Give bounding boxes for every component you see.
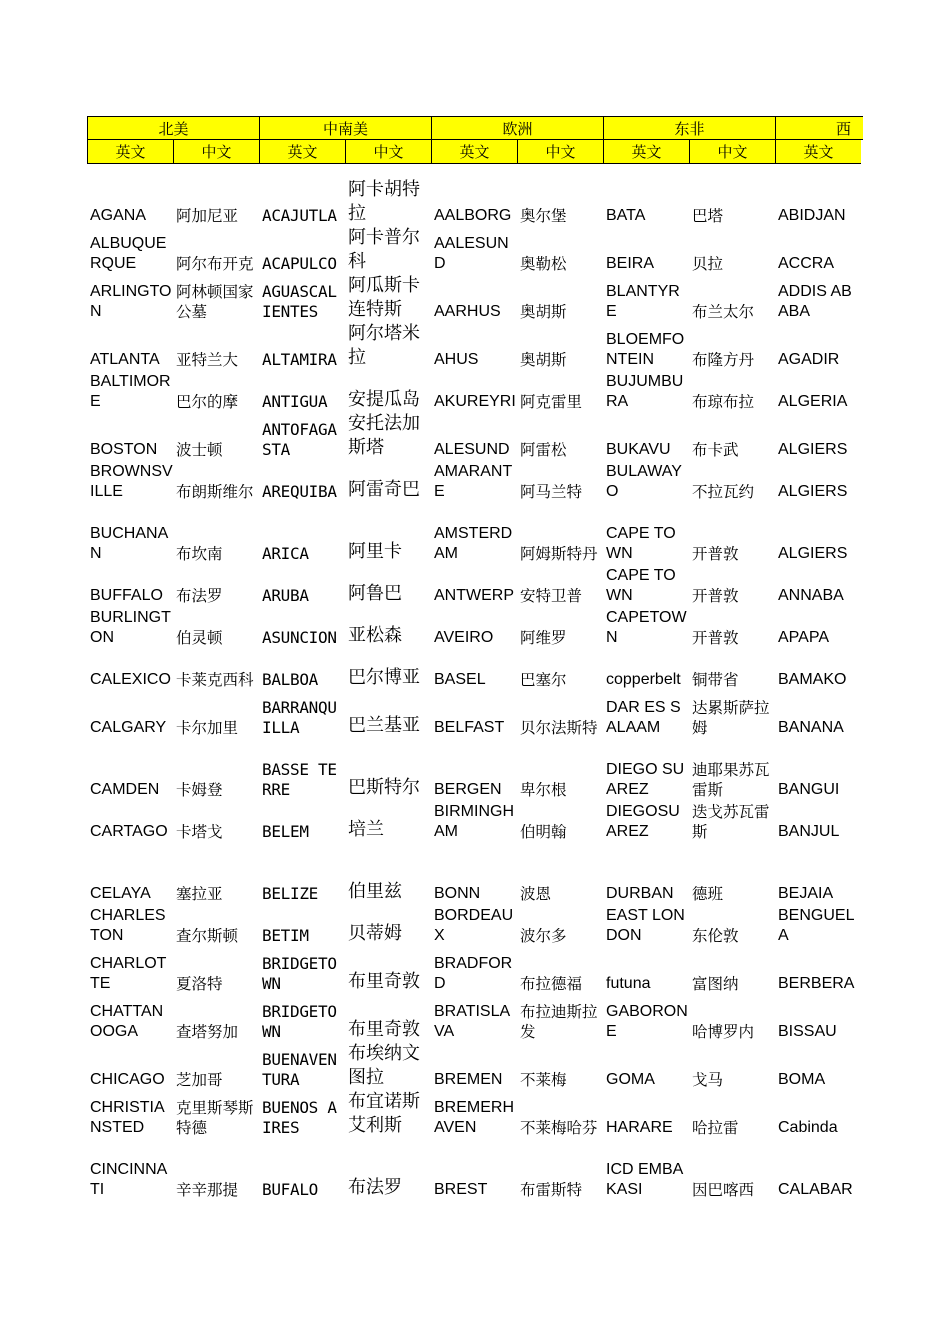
- cell-english-name: ALGERIA: [778, 393, 848, 410]
- cell-english-name: BURLINGTON: [90, 609, 171, 646]
- cell-english-name: AARHUS: [434, 303, 501, 320]
- cell-chinese-name: 布法罗: [348, 1177, 402, 1198]
- cell-chinese-name: 开普敦: [692, 587, 739, 605]
- cell-chinese-name: 亚松森: [348, 625, 402, 646]
- cell-chinese-name: 巴塞尔: [520, 671, 567, 689]
- cell-chinese-name: 不莱梅哈芬: [520, 1119, 598, 1137]
- table-row: [87, 412, 863, 460]
- cell-chinese-name: 卑尔根: [520, 781, 567, 799]
- cell-english-name: BUKAVU: [606, 441, 671, 458]
- cell-chinese-name: 亚特兰大: [176, 351, 239, 369]
- cell-english-name: GOMA: [606, 1071, 655, 1088]
- table-row: [87, 606, 863, 648]
- cell-english-name: CALGARY: [90, 719, 167, 736]
- spreadsheet: [87, 116, 863, 1200]
- cell-english-name: BARRANQUILLA: [262, 698, 337, 737]
- cell-chinese-name: 布里奇敦: [348, 1019, 420, 1040]
- table-row: [87, 564, 863, 606]
- cell-english-name: BRATISLAVA: [434, 1003, 511, 1040]
- cell-english-name: BELIZE: [262, 884, 318, 903]
- cell-english-name: copperbelt: [606, 671, 681, 688]
- cell-english-name: BASSE TERRE: [262, 760, 337, 799]
- cell-chinese-name: 奥胡斯: [520, 303, 567, 321]
- region-header-east-africa: 东非: [603, 116, 775, 140]
- cell-english-name: CHATTANOOGA: [90, 1003, 164, 1040]
- cell-chinese-name: 芝加哥: [176, 1071, 223, 1089]
- cell-english-name: CHARLOTTE: [90, 955, 167, 992]
- table-row: [87, 1042, 863, 1090]
- cell-english-name: ARLINGTON: [90, 283, 172, 320]
- cell-english-name: BUENOS AIRES: [262, 1098, 337, 1137]
- cell-chinese-name: 阿卡普尔科: [348, 227, 420, 272]
- table-row: [87, 460, 863, 502]
- cell-chinese-name: 阿瓜斯卡连特斯: [348, 275, 420, 320]
- cell-chinese-name: 巴兰基亚: [348, 715, 420, 736]
- cell-english-name: BRIDGETOWN: [262, 1002, 337, 1041]
- cell-english-name: CAMDEN: [90, 781, 160, 798]
- cell-english-name: BANANA: [778, 719, 844, 736]
- region-header-latin-america: 中南美: [259, 116, 431, 140]
- cell-chinese-name: 富图纳: [692, 975, 739, 993]
- cell-english-name: CALABAR: [778, 1181, 853, 1198]
- table-row: [87, 994, 863, 1042]
- cell-chinese-name: 布埃纳文图拉: [348, 1043, 420, 1088]
- cell-english-name: ARUBA: [262, 586, 309, 605]
- cell-chinese-name: 贝拉: [692, 255, 724, 273]
- cell-english-name: BAMAKO: [778, 671, 847, 688]
- cell-chinese-name: 布宜诺斯艾利斯: [348, 1091, 420, 1136]
- cell-chinese-name: 阿马兰特: [520, 483, 583, 501]
- cell-english-name: BROWNSVILLE: [90, 463, 173, 500]
- cell-english-name: AMSTERDAM: [434, 525, 513, 562]
- cell-english-name: BUCHANAN: [90, 525, 169, 562]
- cell-english-name: ALGIERS: [778, 441, 848, 458]
- cell-english-name: CINCINNATI: [90, 1161, 168, 1198]
- cell-chinese-name: 阿尔布开克: [176, 255, 254, 273]
- cell-english-name: AGANA: [90, 207, 147, 224]
- cell-english-name: BREMEN: [434, 1071, 503, 1088]
- cell-english-name: BEJAIA: [778, 885, 834, 902]
- cell-english-name: BUENAVENTURA: [262, 1050, 337, 1089]
- cell-chinese-name: 安特卫普: [520, 587, 583, 605]
- col-header-zh: 中文: [345, 140, 431, 164]
- cell-english-name: BUFALO: [262, 1180, 318, 1199]
- cell-chinese-name: 布雷斯特: [520, 1181, 583, 1199]
- cell-english-name: BUJUMBURA: [606, 373, 684, 410]
- cell-chinese-name: 奥勒松: [520, 255, 567, 273]
- cell-english-name: BANGUI: [778, 781, 840, 798]
- cell-chinese-name: 阿尔塔米拉: [348, 323, 420, 368]
- cell-chinese-name: 迭戈苏瓦雷斯: [692, 803, 770, 841]
- cell-chinese-name: 阿里卡: [348, 541, 402, 562]
- cell-english-name: CHRISTIANSTED: [90, 1099, 165, 1136]
- cell-chinese-name: 波士顿: [176, 441, 223, 459]
- cell-english-name: CELAYA: [90, 885, 151, 902]
- col-header-en: 英文: [87, 140, 173, 164]
- cell-chinese-name: 培兰: [348, 819, 384, 840]
- cell-english-name: BENGUELA: [778, 907, 855, 944]
- cell-english-name: BASEL: [434, 671, 486, 688]
- cell-chinese-name: 阿维罗: [520, 629, 567, 647]
- cell-chinese-name: 阿林顿国家公墓: [176, 283, 254, 321]
- cell-english-name: CHICAGO: [90, 1071, 165, 1088]
- cell-english-name: ALESUND: [434, 441, 510, 458]
- region-header-europe: 欧洲: [431, 116, 603, 140]
- cell-english-name: ASUNCION: [262, 628, 337, 647]
- cell-english-name: BEIRA: [606, 255, 655, 272]
- cell-chinese-name: 布里奇敦: [348, 971, 420, 992]
- cell-english-name: AVEIRO: [434, 629, 494, 646]
- cell-chinese-name: 开普敦: [692, 545, 739, 563]
- cell-english-name: CAPE TOWN: [606, 525, 676, 562]
- col-header-en: 英文: [775, 140, 861, 164]
- cell-chinese-name: 因巴喀西: [692, 1181, 755, 1199]
- cell-chinese-name: 波恩: [520, 885, 552, 903]
- cell-english-name: HARARE: [606, 1119, 673, 1136]
- table-row: [87, 164, 863, 226]
- cell-english-name: AKUREYRI: [434, 393, 516, 410]
- cell-english-name: ALTAMIRA: [262, 350, 337, 369]
- cell-english-name: CAPETOWN: [606, 609, 687, 646]
- cell-chinese-name: 克里斯琴斯特德: [176, 1099, 254, 1137]
- cell-english-name: BATA: [606, 207, 646, 224]
- cell-chinese-name: 布卡武: [692, 441, 739, 459]
- cell-english-name: BISSAU: [778, 1023, 837, 1040]
- cell-chinese-name: 夏洛特: [176, 975, 223, 993]
- cell-english-name: BULAWAYO: [606, 463, 682, 500]
- cell-chinese-name: 布朗斯维尔: [176, 483, 254, 501]
- cell-chinese-name: 布拉德福: [520, 975, 583, 993]
- cell-chinese-name: 塞拉亚: [176, 885, 223, 903]
- cell-chinese-name: 卡莱克西科: [176, 671, 254, 689]
- cell-chinese-name: 安托法加斯塔: [348, 413, 420, 458]
- table-row: [87, 800, 863, 842]
- table-row: [87, 946, 863, 994]
- cell-english-name: DIEGOSUAREZ: [606, 803, 680, 840]
- cell-english-name: GABORONE: [606, 1003, 688, 1040]
- cell-chinese-name: 安提瓜岛: [348, 389, 420, 410]
- cell-english-name: DURBAN: [606, 885, 674, 902]
- cell-english-name: futuna: [606, 975, 651, 992]
- cell-english-name: CARTAGO: [90, 823, 168, 840]
- cell-english-name: ANTIGUA: [262, 392, 328, 411]
- cell-chinese-name: 开普敦: [692, 629, 739, 647]
- cell-chinese-name: 布拉迪斯拉发: [520, 1003, 598, 1041]
- cell-chinese-name: 不莱梅: [520, 1071, 567, 1089]
- cell-chinese-name: 布法罗: [176, 587, 223, 605]
- table-row: [87, 226, 863, 274]
- cell-chinese-name: 查尔斯顿: [176, 927, 239, 945]
- cell-chinese-name: 不拉瓦约: [692, 483, 755, 501]
- region-header-row: [87, 116, 863, 140]
- col-header-en: 英文: [431, 140, 517, 164]
- table-row: [87, 1090, 863, 1138]
- col-header-en: 英文: [603, 140, 689, 164]
- cell-english-name: ACAJUTLA: [262, 206, 337, 225]
- region-header-west-africa: 西: [775, 116, 863, 140]
- col-header-zh: 中文: [689, 140, 775, 164]
- cell-english-name: APAPA: [778, 629, 829, 646]
- cell-chinese-name: 辛辛那提: [176, 1181, 239, 1199]
- cell-english-name: Cabinda: [778, 1119, 838, 1136]
- cell-chinese-name: 达累斯萨拉姆: [692, 699, 770, 737]
- table-row: [87, 322, 863, 370]
- cell-chinese-name: 查塔努加: [176, 1023, 239, 1041]
- cell-english-name: EAST LONDON: [606, 907, 685, 944]
- cell-english-name: BLOEMFONTEIN: [606, 331, 685, 368]
- table-row: [87, 648, 863, 690]
- cell-chinese-name: 巴斯特尔: [348, 777, 420, 798]
- cell-chinese-name: 奥尔堡: [520, 207, 567, 225]
- cell-chinese-name: 阿鲁巴: [348, 583, 402, 604]
- cell-chinese-name: 波尔多: [520, 927, 567, 945]
- cell-english-name: CAPE TOWN: [606, 567, 676, 604]
- cell-english-name: AGADIR: [778, 351, 840, 368]
- col-header-zh: 中文: [173, 140, 259, 164]
- table-row: [87, 370, 863, 412]
- cell-english-name: ALGIERS: [778, 483, 848, 500]
- cell-chinese-name: 哈博罗内: [692, 1023, 755, 1041]
- cell-chinese-name: 阿雷奇巴: [348, 479, 420, 500]
- cell-chinese-name: 阿加尼亚: [176, 207, 239, 225]
- cell-chinese-name: 阿克雷里: [520, 393, 583, 411]
- table-row: [87, 904, 863, 946]
- cell-chinese-name: 卡姆登: [176, 781, 223, 799]
- cell-chinese-name: 布兰太尔: [692, 303, 755, 321]
- cell-english-name: BRADFORD: [434, 955, 513, 992]
- cell-english-name: DAR ES SALAAM: [606, 699, 681, 736]
- cell-english-name: BALTIMORE: [90, 373, 171, 410]
- cell-chinese-name: 卡尔加里: [176, 719, 239, 737]
- cell-chinese-name: 戈马: [692, 1071, 724, 1089]
- table-row: [87, 842, 863, 904]
- cell-english-name: BERGEN: [434, 781, 502, 798]
- cell-chinese-name: 阿雷松: [520, 441, 567, 459]
- column-header-row: [87, 140, 863, 164]
- cell-english-name: AHUS: [434, 351, 479, 368]
- cell-english-name: ACCRA: [778, 255, 835, 272]
- cell-chinese-name: 奥胡斯: [520, 351, 567, 369]
- cell-english-name: BORDEAUX: [434, 907, 514, 944]
- cell-chinese-name: 卡塔戈: [176, 823, 223, 841]
- cell-chinese-name: 巴尔的摩: [176, 393, 239, 411]
- cell-english-name: ALBUQUERQUE: [90, 235, 167, 272]
- cell-chinese-name: 布隆方丹: [692, 351, 755, 369]
- cell-english-name: ANNABA: [778, 587, 844, 604]
- cell-english-name: ICD EMBAKASI: [606, 1161, 684, 1198]
- cell-english-name: ADDIS ABABA: [778, 283, 852, 320]
- cell-english-name: AALESUND: [434, 235, 509, 272]
- cell-english-name: ARICA: [262, 544, 309, 563]
- cell-english-name: BALBOA: [262, 670, 318, 689]
- cell-chinese-name: 布坎南: [176, 545, 223, 563]
- table-body: [87, 164, 863, 1200]
- cell-english-name: BONN: [434, 885, 481, 902]
- cell-english-name: BERBERA: [778, 975, 855, 992]
- table-row: [87, 1138, 863, 1200]
- cell-chinese-name: 巴塔: [692, 207, 724, 225]
- cell-chinese-name: 伯里兹: [348, 881, 402, 902]
- cell-chinese-name: 伯灵顿: [176, 629, 223, 647]
- col-header-zh: 中文: [517, 140, 603, 164]
- cell-chinese-name: 东伦敦: [692, 927, 739, 945]
- cell-chinese-name: 阿卡胡特拉: [348, 179, 420, 224]
- cell-english-name: BIRMINGHAM: [434, 803, 514, 840]
- cell-english-name: AMARANTE: [434, 463, 513, 500]
- cell-english-name: ALGIERS: [778, 545, 848, 562]
- cell-chinese-name: 贝蒂姆: [348, 923, 402, 944]
- cell-english-name: BLANTYRE: [606, 283, 680, 320]
- cell-english-name: BREST: [434, 1181, 488, 1198]
- cell-english-name: BETIM: [262, 926, 309, 945]
- cell-english-name: ACAPULCO: [262, 254, 337, 273]
- table-row: [87, 274, 863, 322]
- cell-english-name: ABIDJAN: [778, 207, 846, 224]
- table-row: [87, 690, 863, 738]
- cell-english-name: BREMERHAVEN: [434, 1099, 515, 1136]
- cell-english-name: DIEGO SUAREZ: [606, 761, 685, 798]
- cell-english-name: BOSTON: [90, 441, 158, 458]
- cell-english-name: ANTWERP: [434, 587, 514, 604]
- col-header-en: 英文: [259, 140, 345, 164]
- region-header-north-america: 北美: [87, 116, 259, 140]
- cell-chinese-name: 迪耶果苏瓦雷斯: [692, 761, 770, 799]
- cell-english-name: BANJUL: [778, 823, 840, 840]
- cell-chinese-name: 阿姆斯特丹: [520, 545, 598, 563]
- cell-chinese-name: 巴尔博亚: [348, 667, 420, 688]
- cell-english-name: BRIDGETOWN: [262, 954, 337, 993]
- cell-english-name: AGUASCALIENTES: [262, 282, 337, 321]
- cell-english-name: AREQUIBA: [262, 482, 337, 501]
- table-row: [87, 502, 863, 564]
- cell-chinese-name: 德班: [692, 885, 724, 903]
- cell-english-name: ANTOFAGASTA: [262, 420, 337, 459]
- cell-english-name: BUFFALO: [90, 587, 163, 604]
- cell-english-name: BELEM: [262, 822, 309, 841]
- cell-english-name: ATLANTA: [90, 351, 160, 368]
- cell-chinese-name: 铜带省: [692, 671, 739, 689]
- cell-chinese-name: 布琼布拉: [692, 393, 755, 411]
- cell-chinese-name: 伯明翰: [520, 823, 567, 841]
- cell-chinese-name: 哈拉雷: [692, 1119, 739, 1137]
- cell-english-name: CHARLESTON: [90, 907, 166, 944]
- cell-chinese-name: 贝尔法斯特: [520, 719, 598, 737]
- cell-english-name: CALEXICO: [90, 671, 171, 688]
- cell-english-name: AALBORG: [434, 207, 512, 224]
- cell-english-name: BELFAST: [434, 719, 505, 736]
- table-row: [87, 738, 863, 800]
- cell-english-name: BOMA: [778, 1071, 826, 1088]
